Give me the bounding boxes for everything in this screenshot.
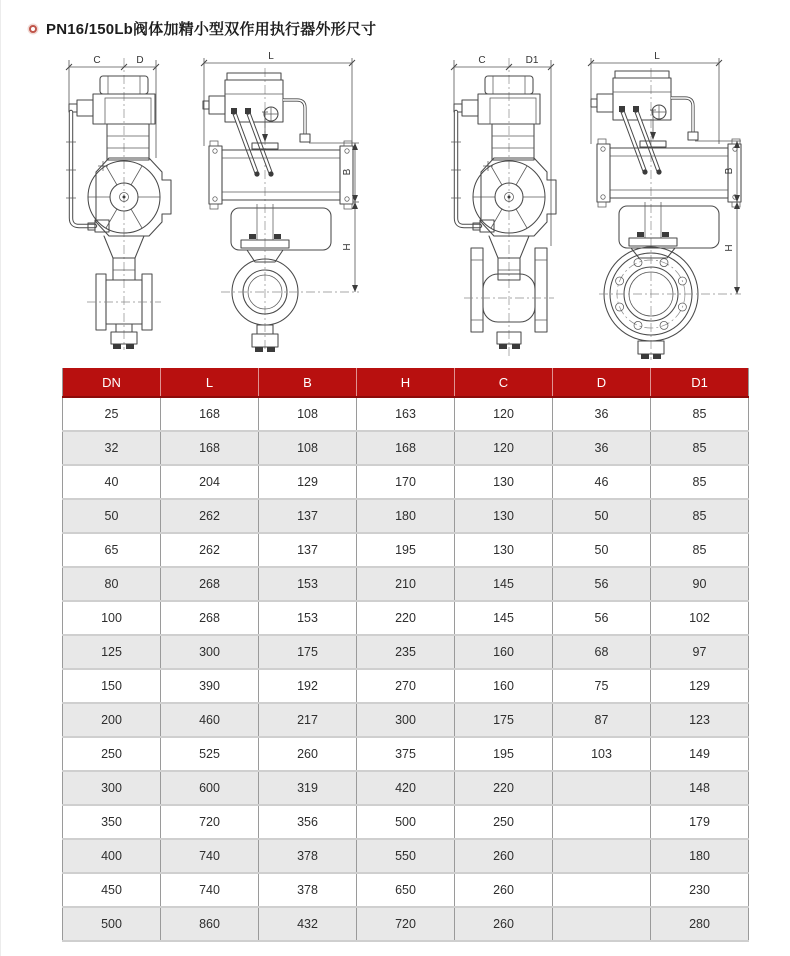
dimension-cell: 230 <box>651 873 749 907</box>
figure-side-view-wafer-valve <box>66 55 171 350</box>
dimension-cell: 56 <box>553 567 651 601</box>
table-row <box>63 669 749 703</box>
dimension-cell: 260 <box>259 737 357 771</box>
dimension-cell: 129 <box>259 465 357 499</box>
table-header <box>63 368 749 397</box>
dimension-cell: 217 <box>259 703 357 737</box>
dimension-cell: 25 <box>63 397 161 431</box>
dimension-cell: 50 <box>553 499 651 533</box>
dimension-cell: 740 <box>161 873 259 907</box>
table-row <box>63 635 749 669</box>
dimension-cell: 250 <box>455 805 553 839</box>
dimension-cell: 450 <box>63 873 161 907</box>
dimension-cell: 36 <box>553 397 651 431</box>
table-row <box>63 703 749 737</box>
dimension-cell: 720 <box>161 805 259 839</box>
figure-front-view-wafer-valve <box>201 51 359 352</box>
column-header-c: C <box>455 368 553 397</box>
dimension-cell: 180 <box>357 499 455 533</box>
dimension-cell: 160 <box>455 635 553 669</box>
dimension-cell: 170 <box>357 465 455 499</box>
dimension-cell: 350 <box>63 805 161 839</box>
dimension-cell: 50 <box>63 499 161 533</box>
dimension-cell <box>553 873 651 907</box>
dim-label-c: C <box>478 55 486 66</box>
figure-front-view-flanged-valve <box>588 51 741 360</box>
dimension-cell: 36 <box>553 431 651 465</box>
dimension-cell: 260 <box>455 873 553 907</box>
dimension-cell: 280 <box>651 907 749 941</box>
dimension-cell: 300 <box>63 771 161 805</box>
page-title: PN16/150Lb阀体加精小型双作用执行器外形尺寸 <box>46 21 377 38</box>
dimension-cell <box>553 839 651 873</box>
dimension-cell: 80 <box>63 567 161 601</box>
dimension-cell: 168 <box>161 397 259 431</box>
dim-label-d1: D1 <box>525 55 539 66</box>
dimension-cell: 300 <box>357 703 455 737</box>
dimension-cell: 130 <box>455 533 553 567</box>
dimension-cell: 137 <box>259 499 357 533</box>
dimension-cell: 103 <box>553 737 651 771</box>
dimension-cell: 262 <box>161 533 259 567</box>
dimension-cell: 137 <box>259 533 357 567</box>
dimension-cell: 720 <box>357 907 455 941</box>
dim-label-b: B <box>724 167 735 175</box>
dimension-cell: 163 <box>357 397 455 431</box>
dimension-cell: 192 <box>259 669 357 703</box>
dimension-cell: 740 <box>161 839 259 873</box>
dimension-cell: 120 <box>455 397 553 431</box>
dimension-cell: 145 <box>455 601 553 635</box>
table-row <box>63 873 749 907</box>
dimension-cell: 260 <box>455 907 553 941</box>
dimension-cell: 390 <box>161 669 259 703</box>
dimension-cell: 500 <box>63 907 161 941</box>
dimension-cell: 300 <box>161 635 259 669</box>
dimension-cell: 50 <box>553 533 651 567</box>
dim-lines-b-h <box>309 143 359 292</box>
dim-label-h: H <box>342 243 353 251</box>
table-body <box>63 397 749 941</box>
table-row <box>63 533 749 567</box>
table-row <box>63 839 749 873</box>
positioner-cylinder-assembly <box>591 71 741 248</box>
dimension-cell: 525 <box>161 737 259 771</box>
dimension-cell: 56 <box>553 601 651 635</box>
dimension-cell: 85 <box>651 465 749 499</box>
dimension-cell: 120 <box>455 431 553 465</box>
dimension-cell: 319 <box>259 771 357 805</box>
dimension-cell: 220 <box>357 601 455 635</box>
table-row <box>63 907 749 941</box>
dim-label-c: C <box>93 55 101 66</box>
column-header-b: B <box>259 368 357 397</box>
dimension-cell: 40 <box>63 465 161 499</box>
column-header-h: H <box>357 368 455 397</box>
dim-label-l: L <box>268 51 274 62</box>
dimension-cell: 75 <box>553 669 651 703</box>
dimension-cell: 68 <box>553 635 651 669</box>
actuator-gearbox-assembly <box>451 76 556 280</box>
dimension-cell: 235 <box>357 635 455 669</box>
dimension-cell: 85 <box>651 499 749 533</box>
dimension-cell: 378 <box>259 873 357 907</box>
flanged-butterfly-body-front <box>599 247 741 359</box>
table-row <box>63 499 749 533</box>
dimension-cell: 200 <box>63 703 161 737</box>
dimension-cell: 400 <box>63 839 161 873</box>
table-row <box>63 805 749 839</box>
dimension-cell: 220 <box>455 771 553 805</box>
dim-lines-b-h <box>695 141 741 294</box>
column-header-dn: DN <box>63 368 161 397</box>
dim-label-h: H <box>724 244 735 252</box>
table-header-row <box>63 368 749 397</box>
dimension-cell: 102 <box>651 601 749 635</box>
dimension-cell: 260 <box>455 839 553 873</box>
dimension-cell: 460 <box>161 703 259 737</box>
dimension-cell: 153 <box>259 601 357 635</box>
dimension-cell: 87 <box>553 703 651 737</box>
column-header-l: L <box>161 368 259 397</box>
dimension-cell: 210 <box>357 567 455 601</box>
wafer-valve-body-front <box>221 250 359 352</box>
dimension-cell <box>553 771 651 805</box>
dimension-cell: 650 <box>357 873 455 907</box>
dimension-cell: 268 <box>161 567 259 601</box>
table-row <box>63 601 749 635</box>
table-row <box>63 737 749 771</box>
dimension-cell <box>553 907 651 941</box>
table-row <box>63 567 749 601</box>
dimension-cell: 168 <box>161 431 259 465</box>
dimension-cell: 85 <box>651 431 749 465</box>
dimension-cell: 432 <box>259 907 357 941</box>
dimension-cell: 270 <box>357 669 455 703</box>
dimension-cell: 123 <box>651 703 749 737</box>
dimension-cell: 500 <box>357 805 455 839</box>
dimension-cell: 153 <box>259 567 357 601</box>
dimension-cell: 85 <box>651 533 749 567</box>
dimensions-table-wrap <box>62 368 749 942</box>
dimension-cell: 420 <box>357 771 455 805</box>
dimension-cell: 32 <box>63 431 161 465</box>
dimension-cell: 175 <box>455 703 553 737</box>
dimension-cell: 375 <box>357 737 455 771</box>
positioner-cylinder-assembly <box>203 73 353 250</box>
dimension-cell: 125 <box>63 635 161 669</box>
dimension-cell <box>553 805 651 839</box>
section-title-row <box>29 18 376 39</box>
dimension-cell: 150 <box>63 669 161 703</box>
table-row <box>63 465 749 499</box>
dimension-cell: 108 <box>259 431 357 465</box>
dimension-cell: 85 <box>651 397 749 431</box>
dimension-cell: 148 <box>651 771 749 805</box>
dimension-cell: 65 <box>63 533 161 567</box>
column-header-d: D <box>553 368 651 397</box>
dimension-cell: 262 <box>161 499 259 533</box>
dimension-cell: 46 <box>553 465 651 499</box>
dimension-cell: 145 <box>455 567 553 601</box>
dimension-cell: 550 <box>357 839 455 873</box>
dimension-cell: 130 <box>455 465 553 499</box>
dimension-cell: 97 <box>651 635 749 669</box>
dimension-cell: 204 <box>161 465 259 499</box>
dimension-cell: 195 <box>455 737 553 771</box>
valve-technical-drawings <box>1 50 790 365</box>
column-header-d1: D1 <box>651 368 749 397</box>
dimension-cell: 195 <box>357 533 455 567</box>
dimension-cell: 129 <box>651 669 749 703</box>
dimension-cell: 149 <box>651 737 749 771</box>
dimension-cell: 179 <box>651 805 749 839</box>
dimension-cell: 130 <box>455 499 553 533</box>
dimension-cell: 250 <box>63 737 161 771</box>
table-row <box>63 771 749 805</box>
dim-label-b: B <box>342 168 353 176</box>
dimension-cell: 100 <box>63 601 161 635</box>
table-row <box>63 397 749 431</box>
table-row <box>63 431 749 465</box>
dimension-cell: 160 <box>455 669 553 703</box>
dimension-cell: 108 <box>259 397 357 431</box>
dimension-cell: 600 <box>161 771 259 805</box>
dimension-cell: 180 <box>651 839 749 873</box>
dimension-cell: 860 <box>161 907 259 941</box>
dimension-cell: 168 <box>357 431 455 465</box>
ring-bullet-icon <box>29 25 37 33</box>
dim-label-l: L <box>654 51 660 62</box>
actuator-gearbox-assembly <box>66 76 171 280</box>
dimension-cell: 378 <box>259 839 357 873</box>
dim-label-d: D <box>136 55 144 66</box>
dimension-cell: 268 <box>161 601 259 635</box>
figure-side-view-flanged-valve <box>451 55 556 356</box>
dimension-cell: 90 <box>651 567 749 601</box>
dimensions-table <box>62 368 749 942</box>
dimension-cell: 175 <box>259 635 357 669</box>
dimension-cell: 356 <box>259 805 357 839</box>
